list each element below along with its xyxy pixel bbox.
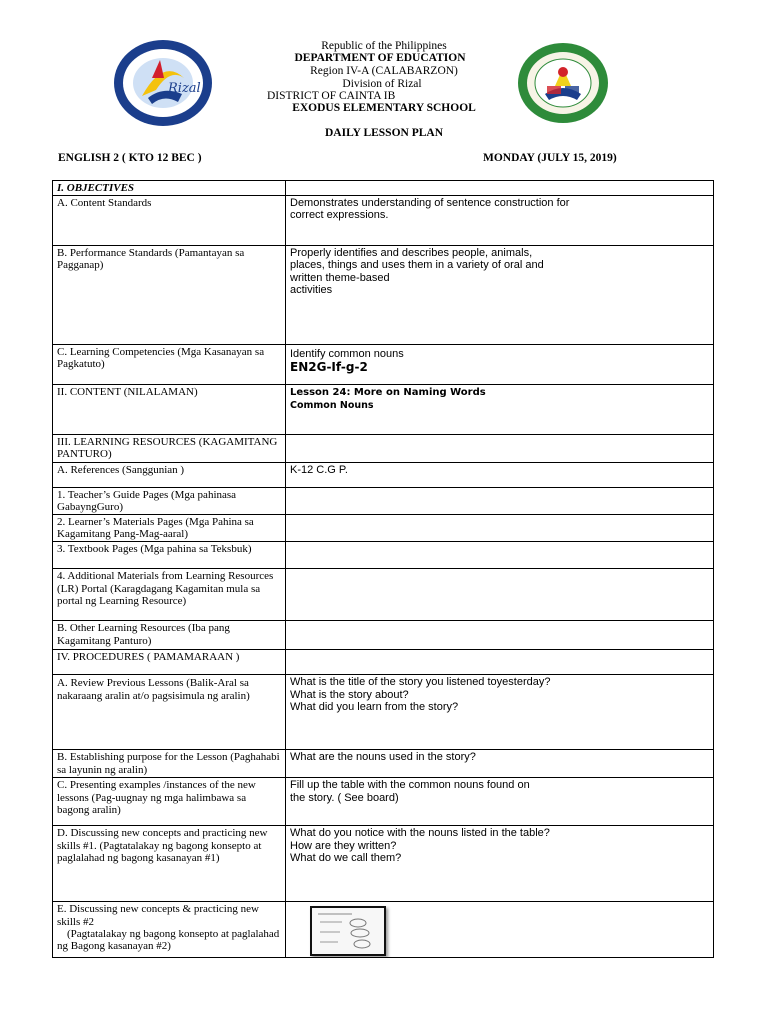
- procedures-label: IV. PROCEDURES ( PAMAMARAAN ): [53, 650, 286, 675]
- examples-value: [286, 778, 714, 826]
- discuss-skills-2-label: [53, 902, 286, 958]
- table-row: [53, 569, 714, 621]
- discuss-skills-1-value: [286, 826, 714, 902]
- lesson-plan-table: [52, 180, 714, 958]
- table-row: [53, 826, 714, 902]
- header-division: Division of Rizal: [342, 78, 422, 90]
- table-row: [53, 542, 714, 569]
- svg-text:Rizal: Rizal: [168, 81, 201, 96]
- review-question: What did you learn from the story?: [290, 700, 459, 713]
- table-row: [53, 246, 714, 345]
- table-row: [53, 345, 714, 385]
- performance-standards-value: [286, 246, 714, 345]
- examples-line: Fill up the table with the common nouns found on: [290, 779, 530, 792]
- review-question: What is the title of the story you listened toyesterday?: [290, 676, 551, 689]
- performance-line: places, things and uses them in a variety of oral and: [290, 259, 544, 272]
- table-row: [53, 650, 714, 675]
- table-row: [53, 675, 714, 750]
- table-row: [53, 750, 714, 778]
- table-row: [53, 435, 714, 462]
- review-question: What is the story about?: [290, 688, 409, 701]
- table-row: [53, 385, 714, 435]
- purpose-value: [286, 750, 714, 778]
- table-row: [53, 487, 714, 514]
- table-row: [53, 181, 714, 196]
- header-region: Region IV-A (CALABARZON): [310, 65, 458, 77]
- discuss-skills-2-line: (Pagtatalakay ng bagong konsepto at paglalahad ng Bagong kasanayan #2): [57, 927, 280, 953]
- competencies-label: C. Learning Competencies (Mga Kasanayan sa Pagkatuto): [53, 345, 286, 385]
- table-row: [53, 778, 714, 826]
- content-value: [286, 385, 714, 435]
- performance-line: Properly identifies and describes people, animals,: [290, 247, 533, 260]
- teachers-guide-label: 1. Teacher’s Guide Pages (Mga pahinasa GabayngGuro): [53, 487, 286, 514]
- review-value: [286, 675, 714, 750]
- references-value: K-12 C.G P.: [286, 462, 714, 487]
- discuss-skills-1-label: D. Discussing new concepts and practicing new skills #1. (Pagtatalakay ng bagong konsepto at paglalahad ng bagong kasanayan #1): [53, 826, 286, 902]
- additional-materials-value: [286, 569, 714, 621]
- purpose-question: What are the nouns used in the story?: [290, 751, 476, 764]
- lesson-date: MONDAY (JULY 15, 2019): [483, 152, 617, 164]
- discuss-question: What do we call them?: [290, 851, 402, 864]
- learners-materials-value: [286, 515, 714, 542]
- header-republic: Republic of the Philippines: [321, 40, 447, 52]
- objectives-heading: I. OBJECTIVES: [53, 181, 286, 196]
- content-standards-line: Demonstrates understanding of sentence construction for: [290, 197, 570, 210]
- table-row: [53, 462, 714, 487]
- subject-label: ENGLISH 2 ( KTO 12 BEC ): [58, 152, 202, 164]
- examples-label: C. Presenting examples /instances of the new lessons (Pag-uugnay ng mga halimbawa sa bagong aralin): [53, 778, 286, 826]
- header-department: DEPARTMENT OF EDUCATION: [294, 52, 466, 64]
- examples-line: the story. ( See board): [290, 791, 399, 804]
- purpose-label: B. Establishing purpose for the Lesson (Paghahabi sa layunin ng aralin): [53, 750, 286, 778]
- content-standards-label: A. Content Standards: [53, 196, 286, 246]
- objectives-value: [286, 181, 714, 196]
- content-label: II. CONTENT (NILALAMAN): [53, 385, 286, 435]
- discuss-question: How are they written?: [290, 839, 397, 852]
- lesson-title: Lesson 24: More on Naming Words: [290, 387, 486, 399]
- performance-line: activities: [290, 283, 333, 296]
- performance-line: written theme-based: [290, 271, 390, 284]
- content-standards-value: [286, 196, 714, 246]
- header-school: EXODUS ELEMENTARY SCHOOL: [292, 102, 476, 114]
- discuss-skills-2-value: [286, 902, 714, 958]
- document-title: DAILY LESSON PLAN: [324, 127, 443, 139]
- worksheet-thumbnail-icon: [310, 906, 386, 956]
- table-row: [53, 196, 714, 246]
- learning-resources-label: III. LEARNING RESOURCES (KAGAMITANG PANTURO): [53, 435, 286, 462]
- review-label: A. Review Previous Lessons (Balik-Aral sa nakaraang aralin at/o pagsisimula ng aralin): [53, 675, 286, 750]
- other-resources-label: B. Other Learning Resources (Iba pang Kagamitang Panturo): [53, 621, 286, 650]
- table-row: [53, 515, 714, 542]
- teachers-guide-value: [286, 487, 714, 514]
- other-resources-value: [286, 621, 714, 650]
- header-district: DISTRICT OF CAINTA IB: [267, 90, 396, 102]
- references-label: A. References (Sanggunian ): [53, 462, 286, 487]
- table-row: [53, 902, 714, 958]
- procedures-value: [286, 650, 714, 675]
- table-row: [53, 621, 714, 650]
- competencies-value: [286, 345, 714, 385]
- additional-materials-label: 4. Additional Materials from Learning Resources (LR) Portal (Karagdagang Kagamitan mula sa portal ng Learning Resource): [53, 569, 286, 621]
- textbook-label: 3. Textbook Pages (Mga pahina sa Teksbuk): [53, 542, 286, 569]
- discuss-skills-2-line: E. Discussing new concepts & practicing new skills #2: [57, 903, 259, 928]
- competencies-text: Identify common nouns: [290, 348, 404, 361]
- content-standards-line: correct expressions.: [290, 209, 389, 222]
- textbook-value: [286, 542, 714, 569]
- competencies-code: EN2G-If-g-2: [290, 360, 368, 375]
- performance-standards-label: B. Performance Standards (Pamantayan sa Pagganap): [53, 246, 286, 345]
- lesson-subtitle: Common Nouns: [290, 400, 374, 412]
- learning-resources-value: [286, 435, 714, 462]
- learners-materials-label: 2. Learner’s Materials Pages (Mga Pahina sa Kagamitang Pang-Mag-aaral): [53, 515, 286, 542]
- discuss-question: What do you notice with the nouns listed in the table?: [290, 827, 550, 840]
